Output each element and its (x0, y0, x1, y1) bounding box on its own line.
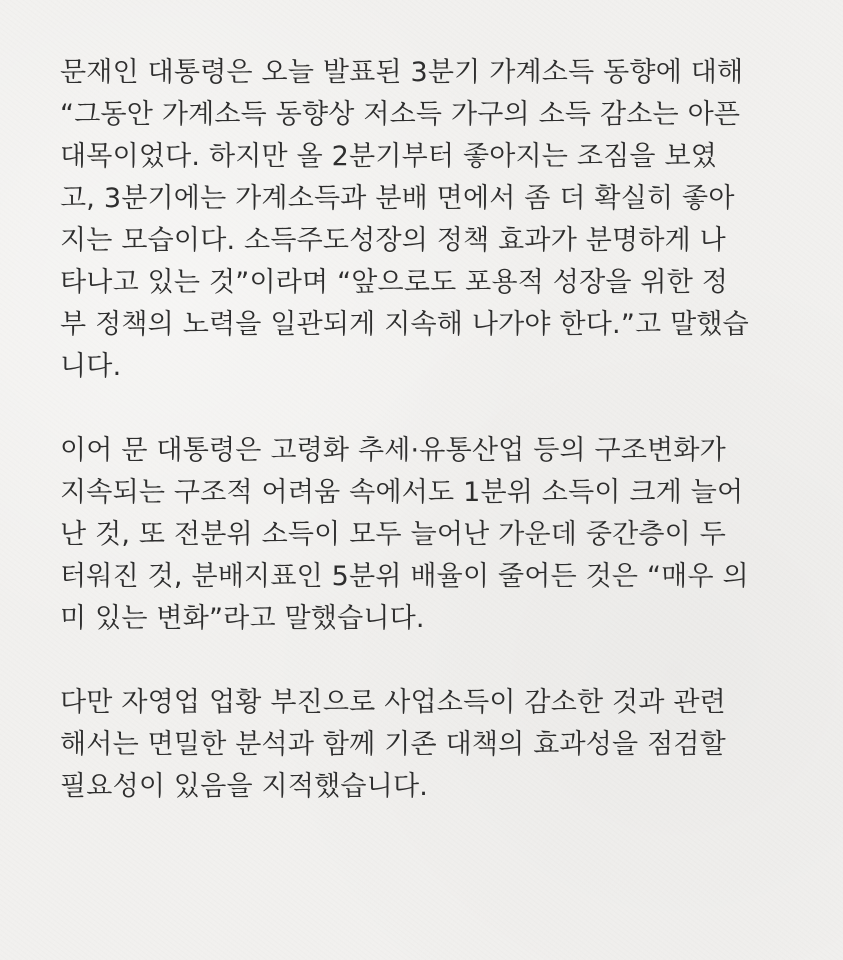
paragraph-spacer (60, 640, 810, 682)
text-line: 타나고 있는 것”이라며 “앞으로도 포용적 성장을 위한 정 (60, 267, 729, 298)
text-line: “그동안 가계소득 동향상 저소득 가구의 소득 감소는 아픈 (60, 99, 741, 130)
paragraph-2 (60, 430, 810, 640)
text-line: 다만 자영업 업황 부진으로 사업소득이 감소한 것과 관련 (60, 687, 726, 718)
text-line: 부 정책의 노력을 일관되게 지속해 나가야 한다.”고 말했습 (60, 309, 749, 340)
text-line: 필요성이 있음을 지적했습니다. (60, 771, 429, 802)
text-line: 지속되는 구조적 어려움 속에서도 1분위 소득이 크게 늘어 (60, 477, 744, 508)
paragraph-spacer (60, 388, 810, 430)
text-line: 터워진 것, 분배지표인 5분위 배율이 줄어든 것은 “매우 의 (60, 561, 749, 592)
text-line: 고, 3분기에는 가계소득과 분배 면에서 좀 더 확실히 좋아 (60, 183, 735, 214)
text-line: 해서는 면밀한 분석과 함께 기존 대책의 효과성을 점검할 (60, 729, 726, 760)
paragraph-1 (60, 52, 810, 388)
text-line: 대목이었다. 하지만 올 2분기부터 좋아지는 조짐을 보였 (60, 141, 718, 172)
paragraph-3 (60, 682, 810, 808)
text-line: 난 것, 또 전분위 소득이 모두 늘어난 가운데 중간층이 두 (60, 519, 727, 550)
text-line: 니다. (60, 351, 122, 382)
text-line: 지는 모습이다. 소득주도성장의 정책 효과가 분명하게 나 (60, 225, 726, 256)
document-body (60, 52, 810, 808)
text-line: 미 있는 변화”라고 말했습니다. (60, 603, 425, 634)
text-line: 이어 문 대통령은 고령화 추세·유통산업 등의 구조변화가 (60, 435, 726, 466)
text-line: 문재인 대통령은 오늘 발표된 3분기 가계소득 동향에 대해 (60, 57, 744, 88)
